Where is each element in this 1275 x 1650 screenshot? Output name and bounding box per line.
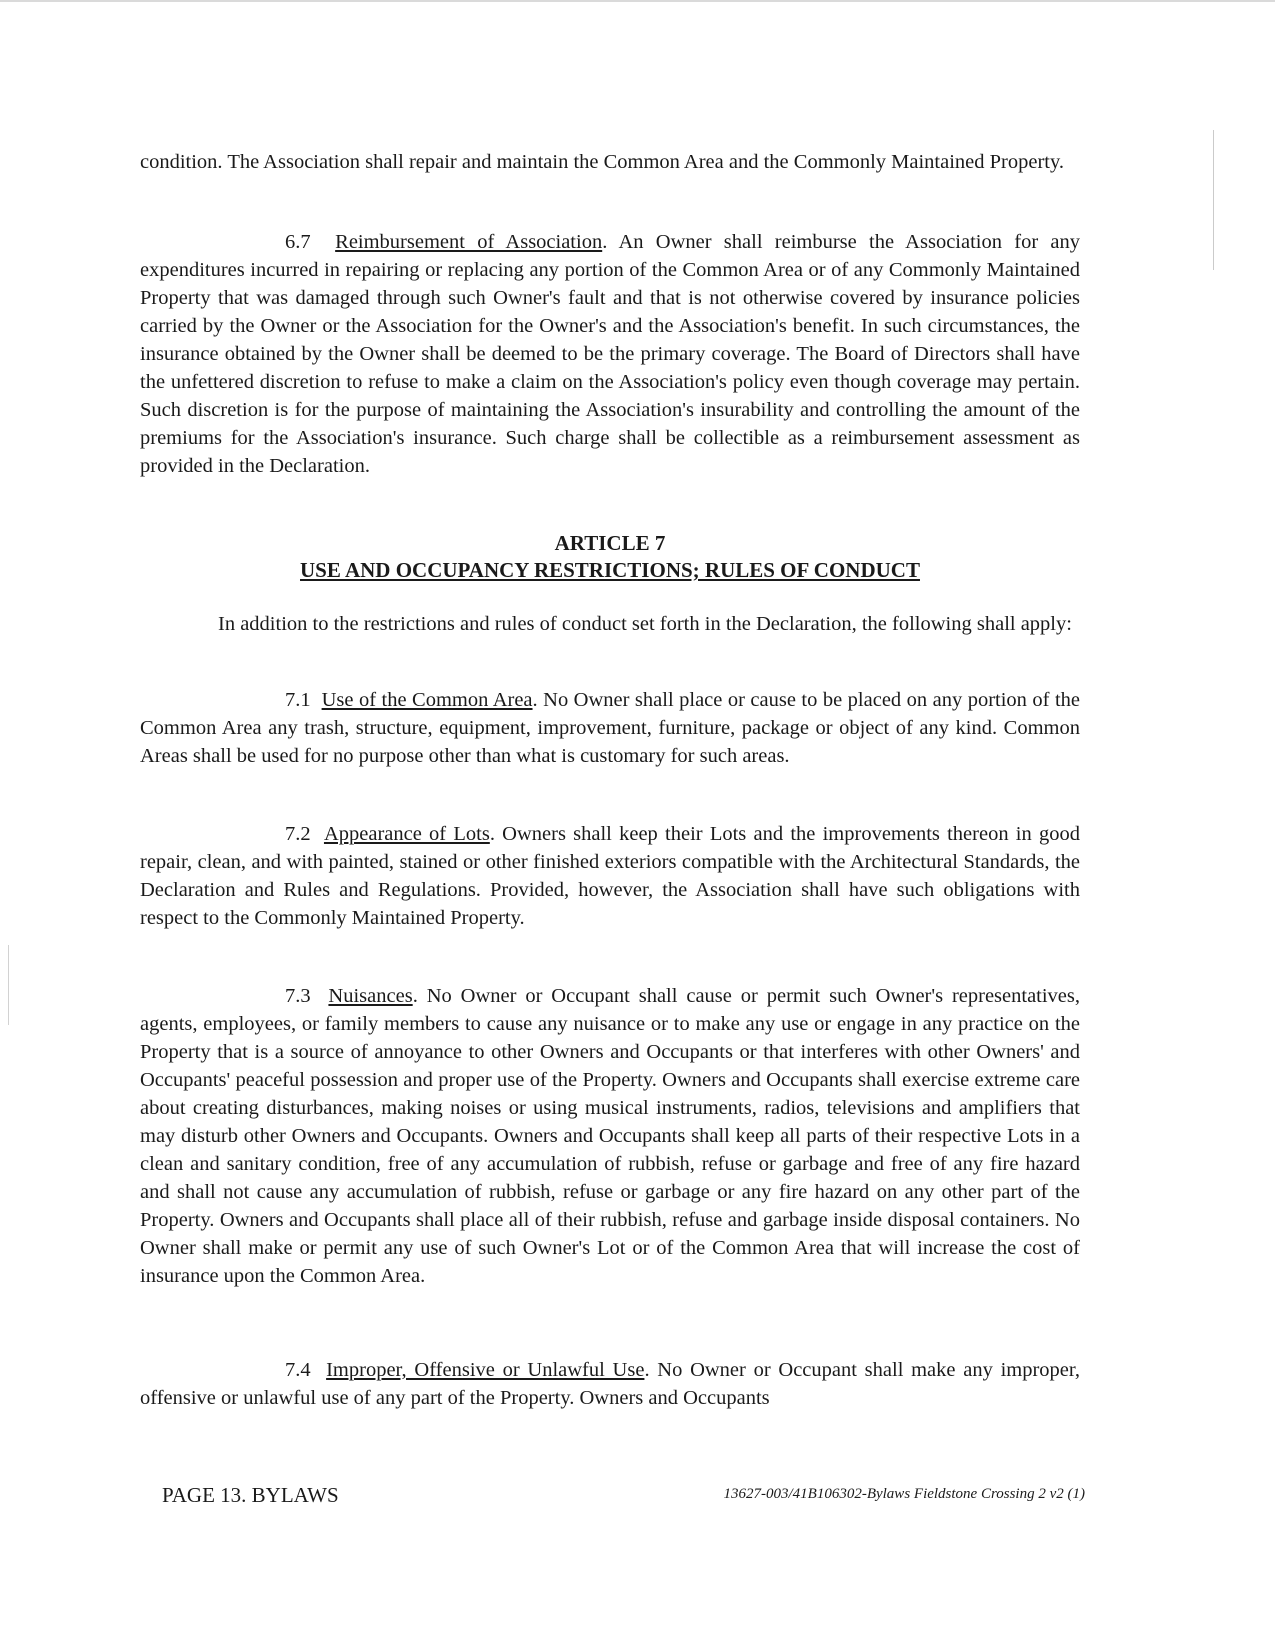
section-body: . Owners shall keep their Lots and the improvements thereon in good repair, clean, and with painted, stained or other finished exteriors compatible with the Architectural Standards, the Declaration and Rules and Regulations. Provided, however, the Association shall have such obligations with respect to the Commonly Maintained Property. <box>140 823 1080 929</box>
section-number: 7.1 <box>285 689 311 711</box>
section-heading: Reimbursement of Association <box>335 231 603 253</box>
section-6-7 <box>140 228 1080 480</box>
section-7-1 <box>140 686 1080 770</box>
section-7-4 <box>140 1356 1080 1412</box>
scan-top-line <box>0 0 1275 2</box>
section-number: 7.4 <box>285 1359 311 1381</box>
section-number: 6.7 <box>285 231 311 253</box>
section-body: . No Owner or Occupant shall make any improper, offensive or unlawful use of any part of the Property. Owners and Occupants <box>140 1359 1081 1409</box>
article-title: USE AND OCCUPANCY RESTRICTIONS; RULES OF CONDUCT <box>300 558 920 582</box>
section-heading: Improper, Offensive or Unlawful Use <box>326 1359 645 1381</box>
paragraph-continuation: condition. The Association shall repair and maintain the Common Area and the Commonly Maintained Property. <box>140 151 1065 173</box>
section-body: . An Owner shall reimburse the Association for any expenditures incurred in repairing or replacing any portion of the Common Area or of any Commonly Maintained Property that was damaged through such Owner's fault and that is not otherwise covered by insurance policies carried by the Owner or the Association for the Owner's and the Association's benefit. In such circumstances, the insurance obtained by the Owner shall be deemed to be the primary coverage. The Board of Directors shall have the unfettered discretion to refuse to make a claim on the Association's policy even though coverage may pertain. Such discretion is for the purpose of maintaining the Association's insurability and controlling the amount of the premiums for the Association's insurance. Such charge shall be collectible as a reimbursement assessment as provided in the Declaration. <box>140 231 1080 477</box>
scan-edge-marks-right <box>1213 130 1214 270</box>
section-heading: Nuisances <box>328 985 413 1007</box>
section-body: . No Owner or Occupant shall cause or permit such Owner's representatives, agents, employees, or family members to cause any nuisance or to make any use or engage in any practice on the Property that is a source of annoyance to other Owners and Occupants or that interferes with other Owners' and Occupants' peaceful possession and proper use of the Property. Owners and Occupants shall exercise extreme care about creating disturbances, making noises or using musical instruments, radios, televisions and amplifiers that may disturb other Owners and Occupants. Owners and Occupants shall keep all parts of their respective Lots in a clean and sanitary condition, free of any accumulation of rubbish, refuse or garbage and free of any fire hazard and shall not cause any accumulation of rubbish, refuse or garbage or any fire hazard on any other part of the Property. Owners and Occupants shall place all of their rubbish, refuse and garbage inside disposal containers. No Owner shall make or permit any use of such Owner's Lot or of the Common Area that will increase the cost of insurance upon the Common Area. <box>140 985 1081 1287</box>
footer-page-label: PAGE 13. BYLAWS <box>162 1483 339 1507</box>
article-intro: In addition to the restrictions and rules of conduct set forth in the Declaration, the following shall apply: <box>218 613 1072 635</box>
section-heading: Use of the Common Area <box>321 689 533 711</box>
section-7-2 <box>140 820 1080 932</box>
section-number: 7.3 <box>285 985 311 1007</box>
scan-edge-marks-left <box>8 945 9 1025</box>
section-heading: Appearance of Lots <box>323 823 490 845</box>
footer-doc-ref: 13627-003/41B106302-Bylaws Fieldstone Crossing 2 v2 (1) <box>723 1486 1085 1502</box>
article-heading <box>140 530 1080 584</box>
section-7-3 <box>140 982 1080 1290</box>
section-body: . No Owner shall place or cause to be placed on any portion of the Common Area any trash, structure, equipment, improvement, furniture, package or object of any kind. Common Areas shall be used for no purpose other than what is customary for such areas. <box>140 689 1081 767</box>
article-label: ARTICLE 7 <box>554 531 666 555</box>
section-number: 7.2 <box>285 823 311 845</box>
